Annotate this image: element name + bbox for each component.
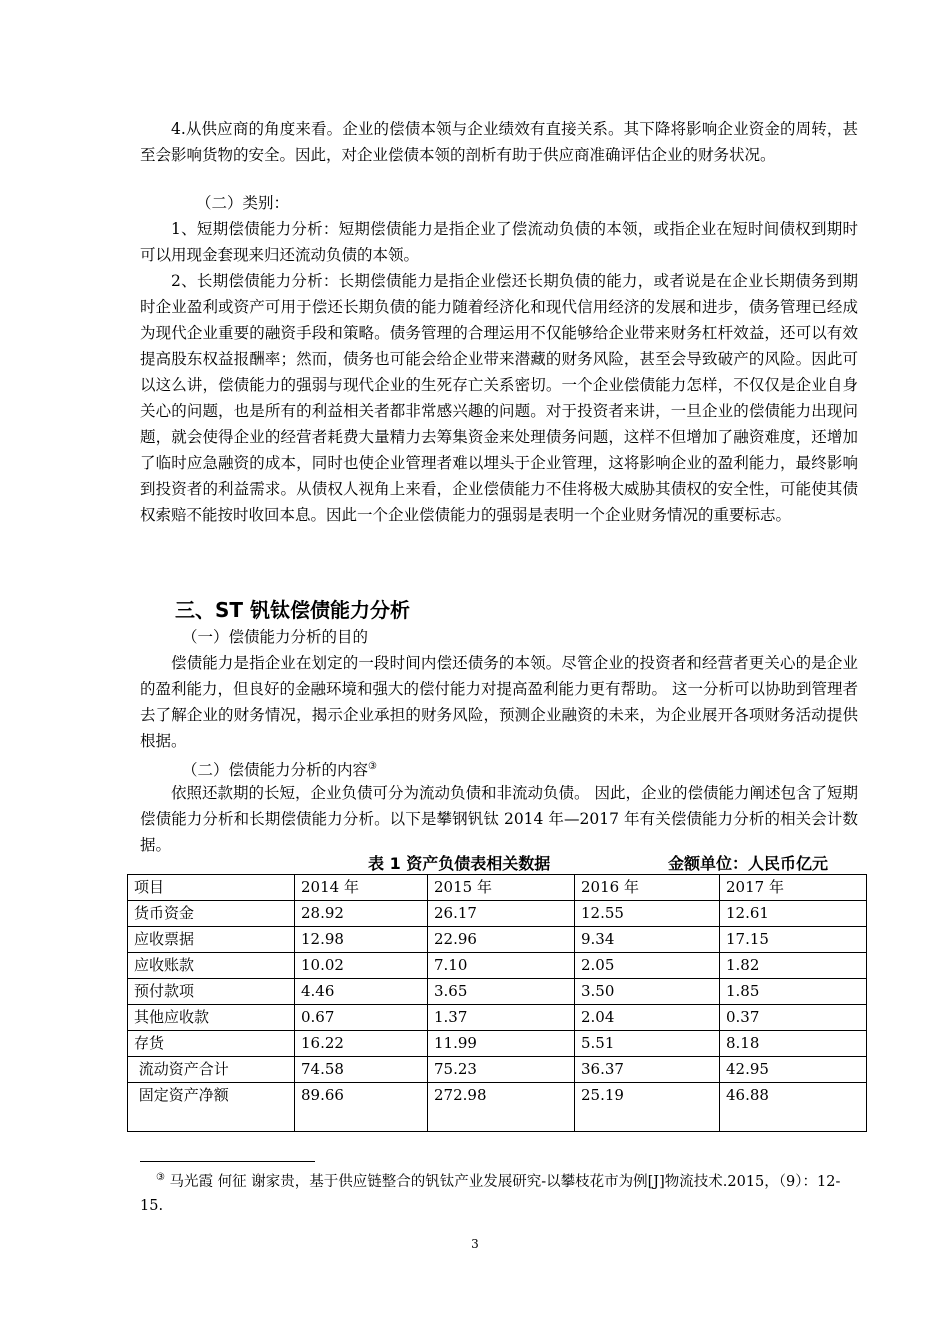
table-row	[128, 979, 867, 1005]
table-cell: 75.23	[428, 1057, 575, 1083]
table-cell: 9.34	[575, 927, 720, 953]
table-cell: 0.37	[720, 1005, 867, 1031]
table-header-cell: 2015 年	[428, 875, 575, 901]
table-cell: 2.05	[575, 953, 720, 979]
table-cell: 其他应收款	[128, 1005, 295, 1031]
table-row	[128, 927, 867, 953]
paragraph-solvency-definition: 偿债能力是指企业在划定的一段时间内偿还债务的本领。尽管企业的投资者和经营者更关心的是企业的盈利能力，但良好的金融环境和强大的偿付能力对提高盈利能力更有帮助。 这一分析可以协助到管理者去了解企业的财务情况，揭示企业承担的财务风险，预测企业融资的未来，为企业展开各项财务活动提供根据。	[140, 654, 858, 750]
table-unit: 金额单位：人民币亿元	[668, 854, 829, 873]
table-cell: 74.58	[295, 1057, 428, 1083]
footnote-reference-mark: ③	[368, 761, 377, 772]
table-cell: 16.22	[295, 1031, 428, 1057]
table-cell: 8.18	[720, 1031, 867, 1057]
table-cell: 28.92	[295, 901, 428, 927]
subsection-content	[182, 754, 377, 783]
table-cell: 1.37	[428, 1005, 575, 1031]
footnote-separator	[140, 1161, 315, 1162]
table-cell: 272.98	[428, 1083, 575, 1132]
table-cell: 2.04	[575, 1005, 720, 1031]
table-header-cell: 项目	[128, 875, 295, 901]
table-cell: 12.98	[295, 927, 428, 953]
table-cell: 流动资产合计	[128, 1057, 295, 1083]
table-cell: 0.67	[295, 1005, 428, 1031]
section-label-categories: （二）类别：	[196, 194, 290, 212]
table-caption: 表 1 资产负债表相关数据	[368, 854, 551, 873]
paragraph-long-term-solvency: 2、长期偿债能力分析：长期偿债能力是指企业偿还长期负债的能力，或者说是在企业长期债务到期时企业盈利或资产可用于偿还长期负债的能力随着经济化和现代信用经济的发展和进步，债务管理已经成为现代企业重要的融资手段和策略。债务管理的合理运用不仅能够给企业带来财务杠杆效益，还可以有效提高股东权益报酬率；然而，债务也可能会给企业带来潜藏的财务风险，甚至会导致破产的风险。因此可以这么讲，偿债能力的强弱与现代企业的生死存亡关系密切。一个企业偿债能力怎样，不仅仅是企业自身关心的问题，也是所有的利益相关者都非常感兴趣的问题。对于投资者来讲，一旦企业的偿债能力出现问题，就会使得企业的经营者耗费大量精力去筹集资金来处理债务问题，这样不但增加了融资难度，还增加了临时应急融资的成本，同时也使企业管理者难以埋头于企业管理，这将影响企业的盈利能力，最终影响到投资者的利益需求。从债权人视角上来看，企业偿债能力不佳将极大威胁其债权的安全性，可能使其债权索赔不能按时收回本息。因此一个企业偿债能力的强弱是表明一个企业财务情况的重要标志。	[140, 272, 858, 524]
table-cell: 应收票据	[128, 927, 295, 953]
table-row	[128, 1057, 867, 1083]
page-number: 3	[471, 1237, 479, 1251]
section-heading-st-vanadium-titanium: 三、ST 钒钛偿债能力分析	[175, 598, 411, 622]
subsection-content-text: （二）偿债能力分析的内容	[182, 761, 369, 780]
table-cell: 4.46	[295, 979, 428, 1005]
table-cell: 17.15	[720, 927, 867, 953]
footnote-text: 马光霞 何征 谢家贵，基于供应链整合的钒钛产业发展研究-以攀枝花市为例[J]物流技术.2015，（9）：12-15.	[140, 1173, 841, 1214]
footnote-mark: ③	[155, 1172, 165, 1183]
table-cell: 5.51	[575, 1031, 720, 1057]
table-cell: 46.88	[720, 1083, 867, 1132]
table-cell: 42.95	[720, 1057, 867, 1083]
table-cell: 89.66	[295, 1083, 428, 1132]
table-header-cell: 2017 年	[720, 875, 867, 901]
table-cell: 36.37	[575, 1057, 720, 1083]
table-cell: 25.19	[575, 1083, 720, 1132]
table-cell: 固定资产净额	[128, 1083, 295, 1132]
table-row	[128, 1031, 867, 1057]
paragraph-debt-classification: 依照还款期的长短，企业负债可分为流动负债和非流动负债。 因此，企业的偿债能力阐述包含了短期偿债能力分析和长期偿债能力分析。以下是攀钢钒钛 2014 年—2017 年有关偿债能力分析的相关会计数据。	[140, 784, 858, 854]
balance-sheet-table	[127, 874, 867, 1132]
table-cell: 存货	[128, 1031, 295, 1057]
footnote	[140, 1166, 858, 1218]
table-cell: 22.96	[428, 927, 575, 953]
table-cell: 1.85	[720, 979, 867, 1005]
table-cell: 12.55	[575, 901, 720, 927]
table-cell: 26.17	[428, 901, 575, 927]
table-header-row	[128, 875, 867, 901]
table-cell: 1.82	[720, 953, 867, 979]
table-cell: 10.02	[295, 953, 428, 979]
subsection-purpose: （一）偿债能力分析的目的	[182, 628, 369, 646]
table-cell: 12.61	[720, 901, 867, 927]
table-cell: 预付款项	[128, 979, 295, 1005]
paragraph-supplier-perspective: 4.从供应商的角度来看。企业的偿债本领与企业绩效有直接关系。其下降将影响企业资金的周转，甚至会影响货物的安全。因此，对企业偿债本领的剖析有助于供应商准确评估企业的财务状况。	[140, 120, 858, 164]
table-header-cell: 2014 年	[295, 875, 428, 901]
table-cell: 3.50	[575, 979, 720, 1005]
table-row	[128, 901, 867, 927]
table-row	[128, 953, 867, 979]
table-header-cell: 2016 年	[575, 875, 720, 901]
table-cell: 7.10	[428, 953, 575, 979]
table-cell: 3.65	[428, 979, 575, 1005]
table-cell: 11.99	[428, 1031, 575, 1057]
paragraph-short-term-solvency: 1、短期偿债能力分析：短期偿债能力是指企业了偿流动负债的本领，或指企业在短时间债权到期时可以用现金套现来归还流动负债的本领。	[140, 220, 858, 264]
table-row	[128, 1083, 867, 1132]
table-cell: 应收账款	[128, 953, 295, 979]
table-row	[128, 1005, 867, 1031]
table-cell: 货币资金	[128, 901, 295, 927]
